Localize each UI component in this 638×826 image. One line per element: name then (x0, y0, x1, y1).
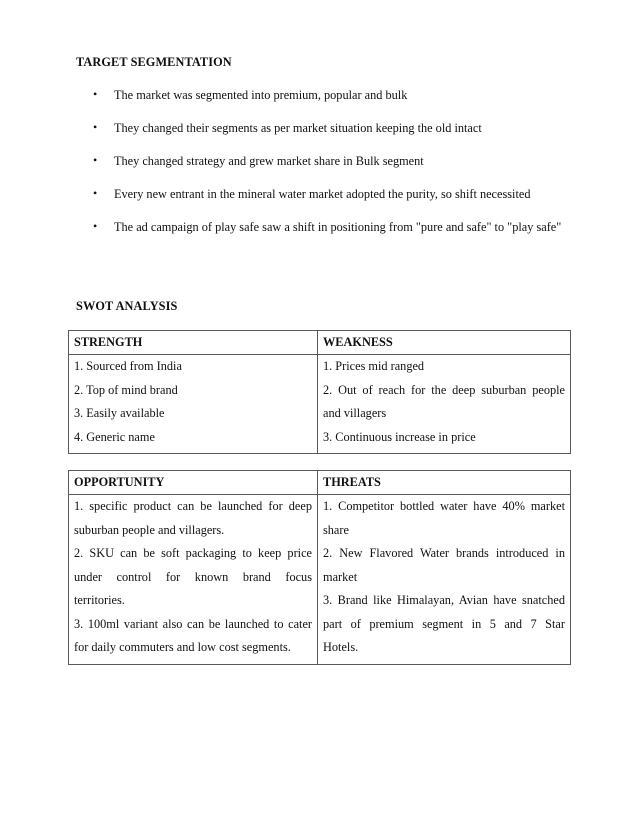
cell-line: 3. Easily available (74, 406, 165, 420)
bullet-point: • (93, 120, 98, 134)
opportunity-cell (69, 495, 318, 665)
swot-analysis-heading: SWOT ANALYSIS (76, 299, 178, 313)
cell-line: 3. 100ml variant also can be launched to cater (74, 616, 312, 631)
cell-line: part of premium segment in 5 and 7 Star (323, 616, 565, 631)
table-row (69, 355, 571, 454)
cell-line: Hotels. (323, 640, 359, 654)
cell-line: 4. Generic name (74, 429, 155, 444)
strength-header: STRENGTH (69, 331, 318, 355)
table-row (69, 495, 571, 665)
weakness-header: WEAKNESS (318, 331, 571, 355)
cell-line: 2. Out of reach for the deep suburban people (323, 382, 565, 397)
cell-line: 1. specific product can be launched for deep (74, 499, 312, 513)
swot-table-strength-weakness (68, 330, 571, 454)
cell-line: 2. SKU can be soft packaging to keep price (74, 546, 312, 560)
cell-line: share (323, 522, 349, 537)
swot-table-opportunity-threats (68, 470, 571, 665)
cell-line: and villagers (323, 406, 387, 420)
weakness-cell (318, 355, 571, 454)
cell-line: 1. Competitor bottled water have 40% market (323, 499, 565, 513)
cell-line: 3. Continuous increase in price (323, 429, 476, 444)
list-item: They changed their segments as per market situation keeping the old intact (114, 121, 482, 135)
strength-cell (69, 355, 318, 454)
bullet-point: • (93, 219, 98, 233)
cell-line: for daily commuters and low cost segments. (74, 640, 291, 654)
cell-line: 3. Brand like Himalayan, Avian have snatched (323, 593, 565, 607)
target-segmentation-heading: TARGET SEGMENTATION (76, 55, 232, 69)
list-item: Every new entrant in the mineral water market adopted the purity, so shift necessited (114, 187, 531, 201)
cell-line: market (323, 569, 358, 584)
cell-line: 1. Prices mid ranged (323, 359, 425, 373)
cell-line: 2. New Flavored Water brands introduced in (323, 546, 565, 560)
table-header-row (69, 331, 571, 355)
list-item: The market was segmented into premium, popular and bulk (114, 88, 408, 102)
cell-line: 1. Sourced from India (74, 359, 182, 373)
bullet-point: • (93, 186, 98, 200)
bullet-point: • (93, 87, 98, 101)
threats-cell (318, 495, 571, 665)
table-header-row (69, 471, 571, 495)
cell-line: territories. (74, 593, 125, 607)
list-item: The ad campaign of play safe saw a shift in positioning from "pure and safe" to "play safe" (114, 220, 562, 234)
cell-line: suburban people and villagers. (74, 522, 225, 537)
list-item: They changed strategy and grew market share in Bulk segment (114, 154, 424, 168)
threats-header: THREATS (318, 471, 571, 495)
cell-line: 2. Top of mind brand (74, 382, 178, 397)
bullet-point: • (93, 153, 98, 167)
opportunity-header: OPPORTUNITY (69, 471, 318, 495)
cell-line: under control for known brand focus (74, 569, 312, 584)
